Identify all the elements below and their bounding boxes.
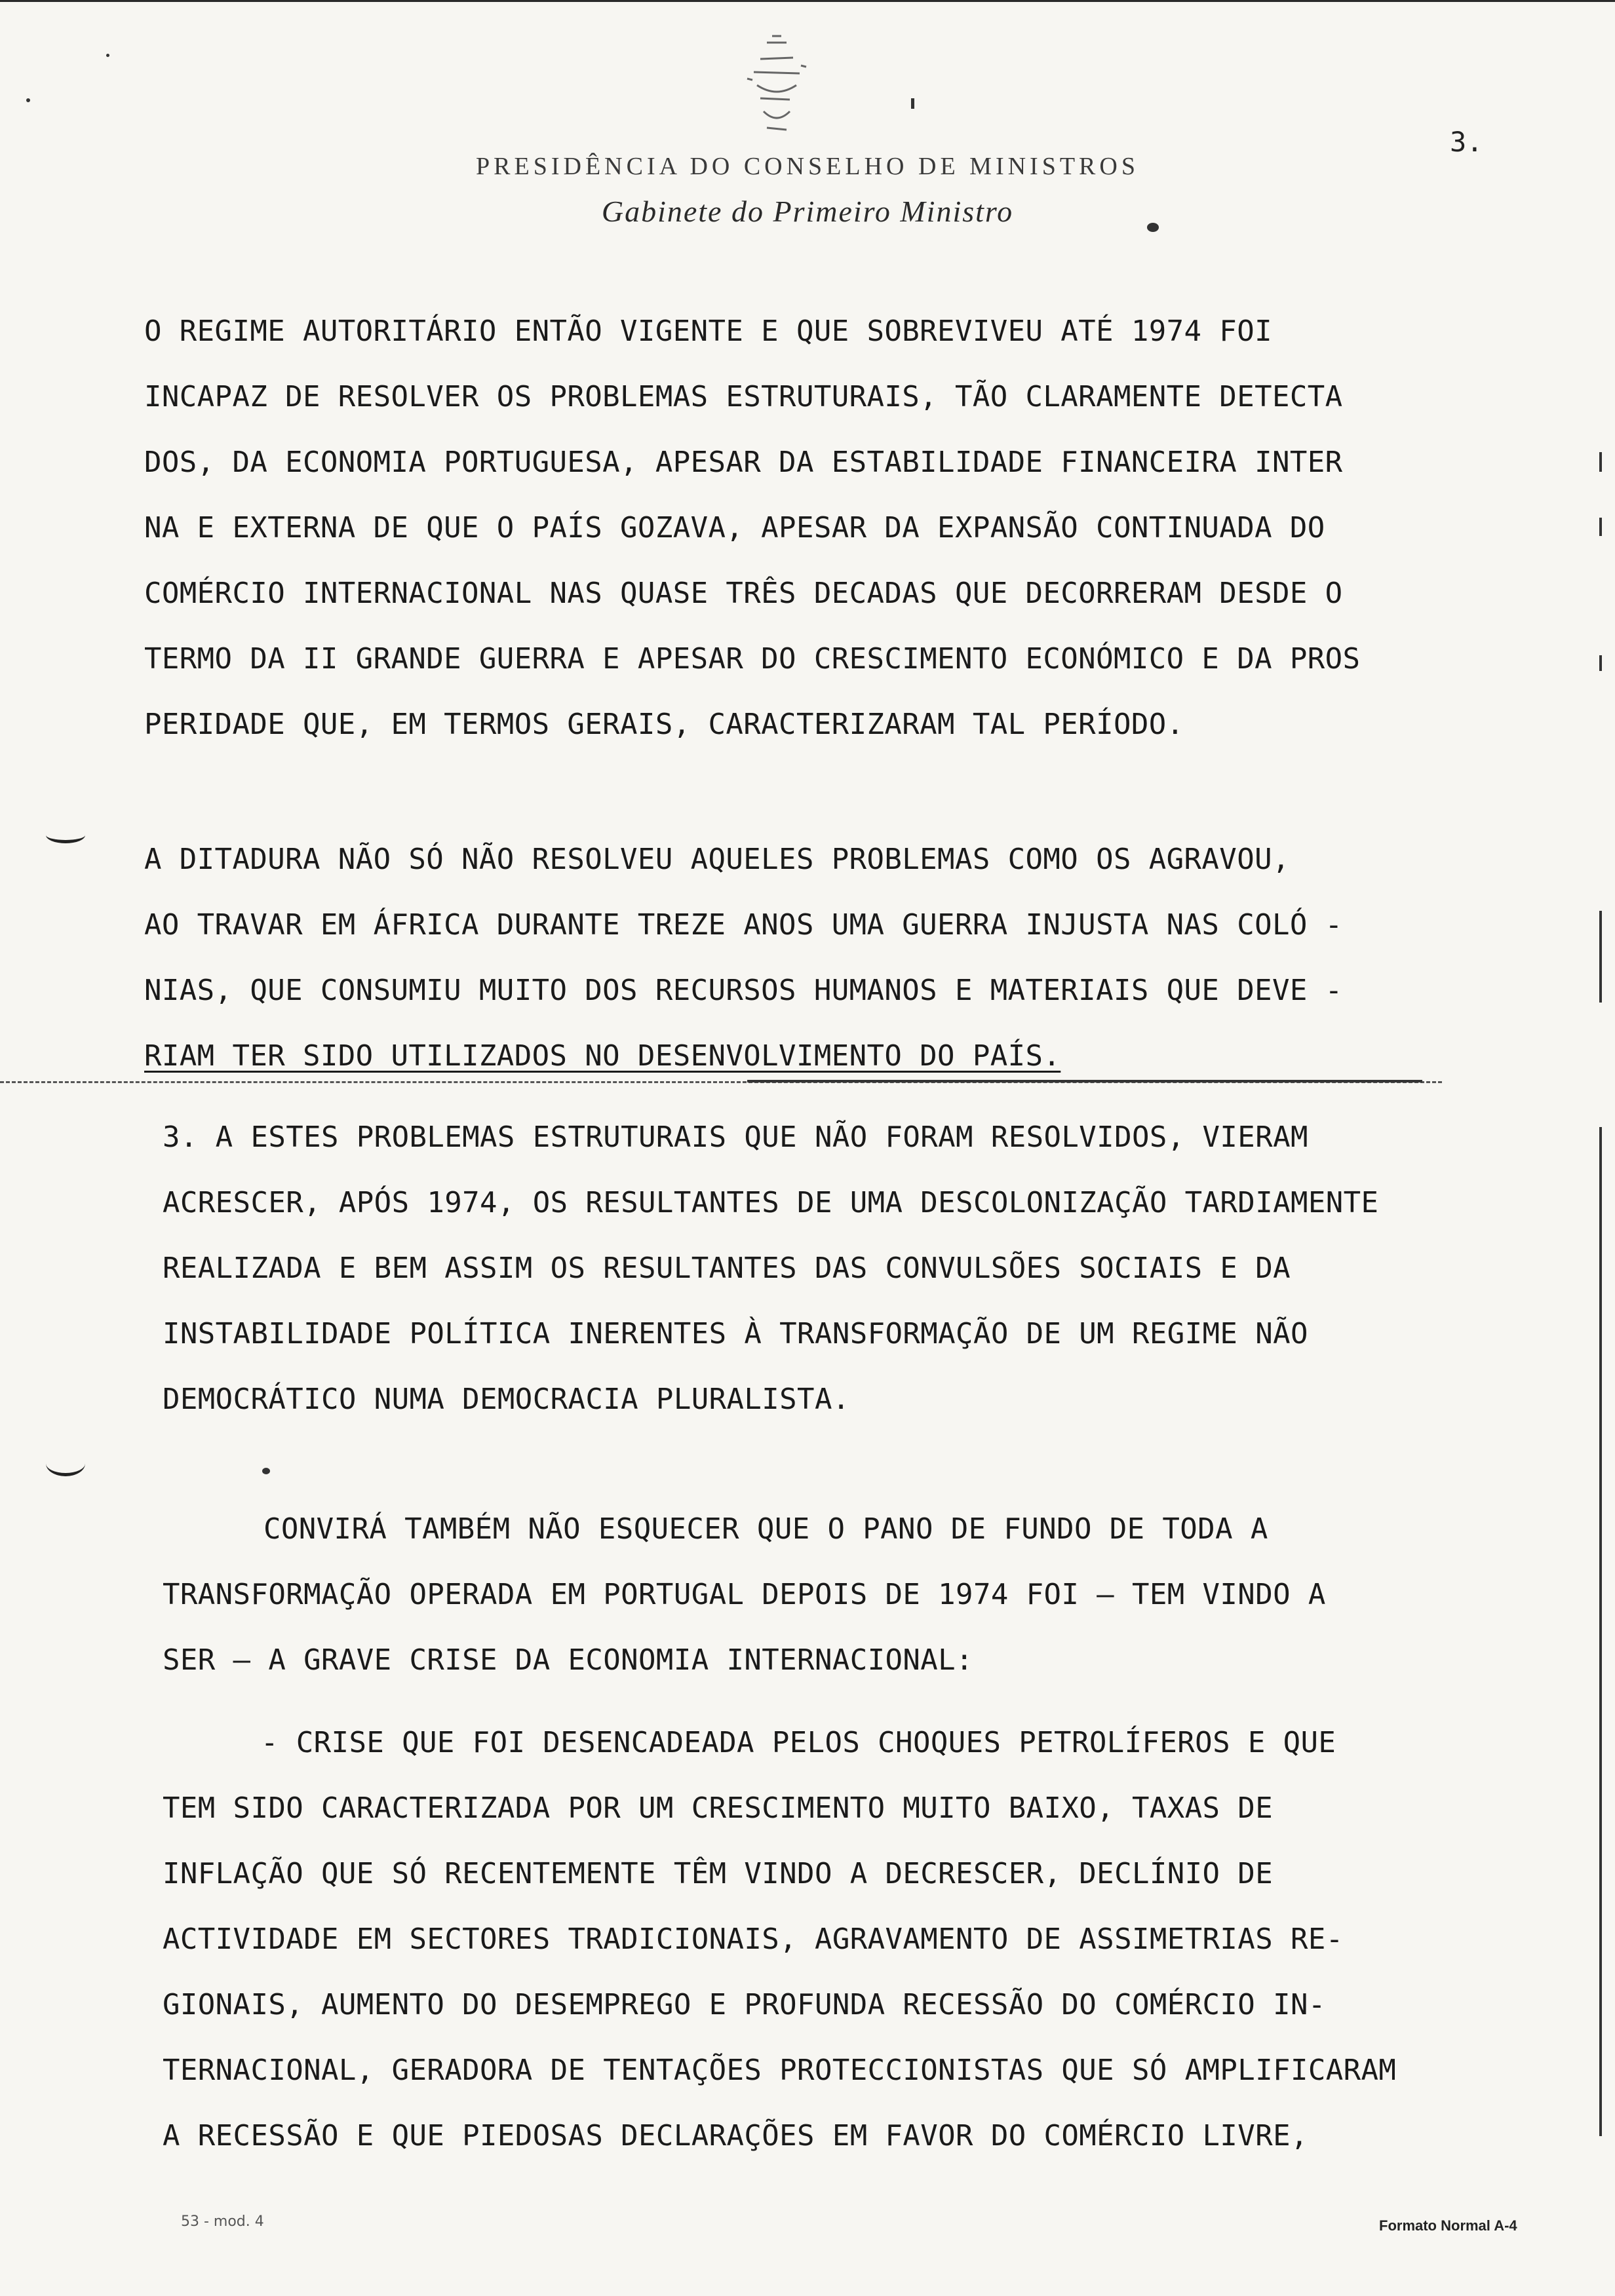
- text-line: ACRESCER, APÓS 1974, OS RESULTANTES DE UMA DESCOLONIZAÇÃO TARDIAMENTE: [163, 1186, 1379, 1219]
- letterhead-subtitle: Gabinete do Primeiro Ministro: [601, 195, 1014, 228]
- text-line: INSTABILIDADE POLÍTICA INERENTES À TRANSFORMAÇÃO DE UM REGIME NÃO: [163, 1317, 1308, 1350]
- text-line: SER — A GRAVE CRISE DA ECONOMIA INTERNACIONAL:: [163, 1643, 973, 1677]
- scan-speck: [26, 98, 30, 102]
- text-line: TRANSFORMAÇÃO OPERADA EM PORTUGAL DEPOIS DE 1974 FOI — TEM VINDO A: [163, 1578, 1326, 1611]
- text-line: INFLAÇÃO QUE SÓ RECENTEMENTE TÊM VINDO A DECRESCER, DECLÍNIO DE: [163, 1857, 1274, 1890]
- text-line-underlined: RIAM TER SIDO UTILIZADOS NO DESENVOLVIMENTO DO PAÍS.: [144, 1039, 1061, 1073]
- text-line: INCAPAZ DE RESOLVER OS PROBLEMAS ESTRUTURAIS, TÃO CLARAMENTE DETECTA: [144, 380, 1343, 413]
- punch-hole-mark: [46, 1451, 85, 1476]
- punch-hole-mark: [46, 827, 85, 843]
- margin-scan-mark: [1599, 452, 1602, 472]
- text-line: NA E EXTERNA DE QUE O PAÍS GOZAVA, APESAR DA EXPANSÃO CONTINUADA DO: [144, 511, 1325, 545]
- text-line: COMÉRCIO INTERNACIONAL NAS QUASE TRÊS DECADAS QUE DECORRERAM DESDE O: [144, 577, 1343, 610]
- margin-scan-mark: [1599, 655, 1602, 671]
- text-line: 3. A ESTES PROBLEMAS ESTRUTURAIS QUE NÃO FORAM RESOLVIDOS, VIERAM: [163, 1120, 1308, 1154]
- footer-paper-format: Formato Normal A-4: [1379, 2217, 1517, 2234]
- margin-scan-mark: [1599, 911, 1602, 1003]
- paragraph-1: [144, 299, 1360, 757]
- footer-form-code: 53 - mod. 4: [181, 2213, 264, 2230]
- coat-of-arms-emblem: [728, 26, 826, 144]
- scan-speck: [262, 1468, 270, 1474]
- paragraph-5: [163, 1710, 1396, 2169]
- text-line: O REGIME AUTORITÁRIO ENTÃO VIGENTE E QUE SOBREVIVEU ATÉ 1974 FOI: [144, 315, 1272, 348]
- margin-scan-mark: [1599, 1127, 1602, 2136]
- text-line: TEM SIDO CARACTERIZADA POR UM CRESCIMENTO MUITO BAIXO, TAXAS DE: [163, 1791, 1274, 1825]
- top-edge-rule: [0, 0, 1615, 2]
- scan-speck: [911, 98, 914, 109]
- text-line: DOS, DA ECONOMIA PORTUGUESA, APESAR DA ESTABILIDADE FINANCEIRA INTER: [144, 446, 1343, 479]
- text-line: - CRISE QUE FOI DESENCADEADA PELOS CHOQUES PETROLÍFEROS E QUE: [261, 1726, 1336, 1759]
- scan-speck: [106, 54, 109, 57]
- text-line: GIONAIS, AUMENTO DO DESEMPREGO E PROFUNDA RECESSÃO DO COMÉRCIO IN-: [163, 1988, 1326, 2021]
- text-line: A RECESSÃO E QUE PIEDOSAS DECLARAÇÕES EM FAVOR DO COMÉRCIO LIVRE,: [163, 2119, 1308, 2152]
- text-line: CONVIRÁ TAMBÉM NÃO ESQUECER QUE O PANO DE FUNDO DE TODA A: [263, 1512, 1268, 1546]
- text-line: TERMO DA II GRANDE GUERRA E APESAR DO CRESCIMENTO ECONÓMICO E DA PROS: [144, 642, 1361, 676]
- text-line: REALIZADA E BEM ASSIM OS RESULTANTES DAS CONVULSÕES SOCIAIS E DA: [163, 1252, 1291, 1285]
- text-line: DEMOCRÁTICO NUMA DEMOCRACIA PLURALISTA.: [163, 1383, 850, 1416]
- paragraph-2: [144, 827, 1343, 1089]
- text-line: TERNACIONAL, GERADORA DE TENTAÇÕES PROTECCIONISTAS QUE SÓ AMPLIFICARAM: [163, 2054, 1397, 2087]
- text-line: A DITADURA NÃO SÓ NÃO RESOLVEU AQUELES PROBLEMAS COMO OS AGRAVOU,: [144, 843, 1290, 876]
- letterhead-title: PRESIDÊNCIA DO CONSELHO DE MINISTROS: [476, 153, 1139, 180]
- paragraph-4: [163, 1497, 1326, 1693]
- text-line: PERIDADE QUE, EM TERMOS GERAIS, CARACTERIZARAM TAL PERÍODO.: [144, 708, 1184, 741]
- text-line: NIAS, QUE CONSUMIU MUITO DOS RECURSOS HUMANOS E MATERIAIS QUE DEVE -: [144, 974, 1343, 1007]
- margin-scan-mark: [1599, 518, 1602, 536]
- paragraph-3: [163, 1105, 1378, 1432]
- text-line: ACTIVIDADE EM SECTORES TRADICIONAIS, AGRAVAMENTO DE ASSIMETRIAS RE-: [163, 1923, 1344, 1956]
- text-line: AO TRAVAR EM ÁFRICA DURANTE TREZE ANOS UMA GUERRA INJUSTA NAS COLÓ -: [144, 908, 1343, 942]
- scan-speck: [1147, 223, 1159, 232]
- page-number: 3.: [1450, 126, 1483, 158]
- section-divider-solid: [747, 1080, 1422, 1082]
